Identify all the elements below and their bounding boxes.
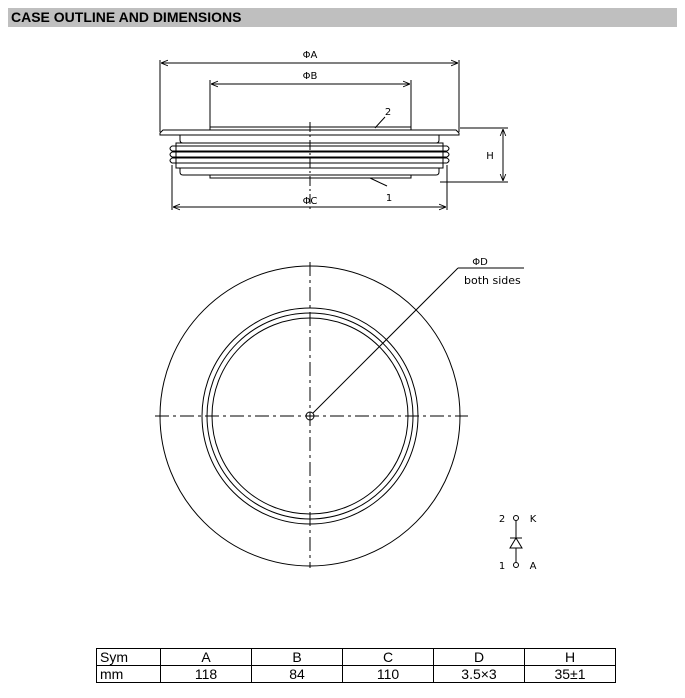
pin-k-terminal [514,516,519,521]
pin-a-number: 1 [498,561,506,572]
top-view-labels [464,257,521,287]
pin-k-number: 2 [498,514,506,525]
dimensions-table [96,648,616,683]
mm-a: 118 [161,666,252,683]
row-label-mm: mm [97,666,161,683]
row-label-sym: Sym [97,649,161,666]
dim-d-leader [313,268,458,413]
dim-c-label: ΦC [302,196,318,207]
callout-2-label: 2 [384,107,392,118]
mm-b: 84 [252,666,343,683]
mm-d: 3.5×3 [434,666,525,683]
table-row [97,649,616,666]
dim-a-label: ΦA [302,50,318,61]
sym-a: A [161,649,252,666]
dim-h-label: H [486,151,494,162]
top-view [155,262,524,568]
dim-d-note: both sides [464,274,521,287]
callout-1-label: 1 [385,193,393,204]
dim-d-label: ΦD [472,257,488,268]
sym-c: C [343,649,434,666]
section-title: CASE OUTLINE AND DIMENSIONS [11,9,242,25]
sym-b: B [252,649,343,666]
dim-b-label: ΦB [302,71,318,82]
pin-a-name: A [529,561,537,572]
callout-1-leader [370,178,387,186]
side-view [160,60,508,210]
device-symbol [510,516,522,568]
callout-2-leader [375,117,385,128]
table-row [97,666,616,683]
sym-d: D [434,649,525,666]
sym-h: H [525,649,616,666]
mm-h: 35±1 [525,666,616,683]
pin-k-name: K [529,514,537,525]
anode-triangle [510,538,522,548]
mm-c: 110 [343,666,434,683]
pin-a-terminal [514,563,519,568]
